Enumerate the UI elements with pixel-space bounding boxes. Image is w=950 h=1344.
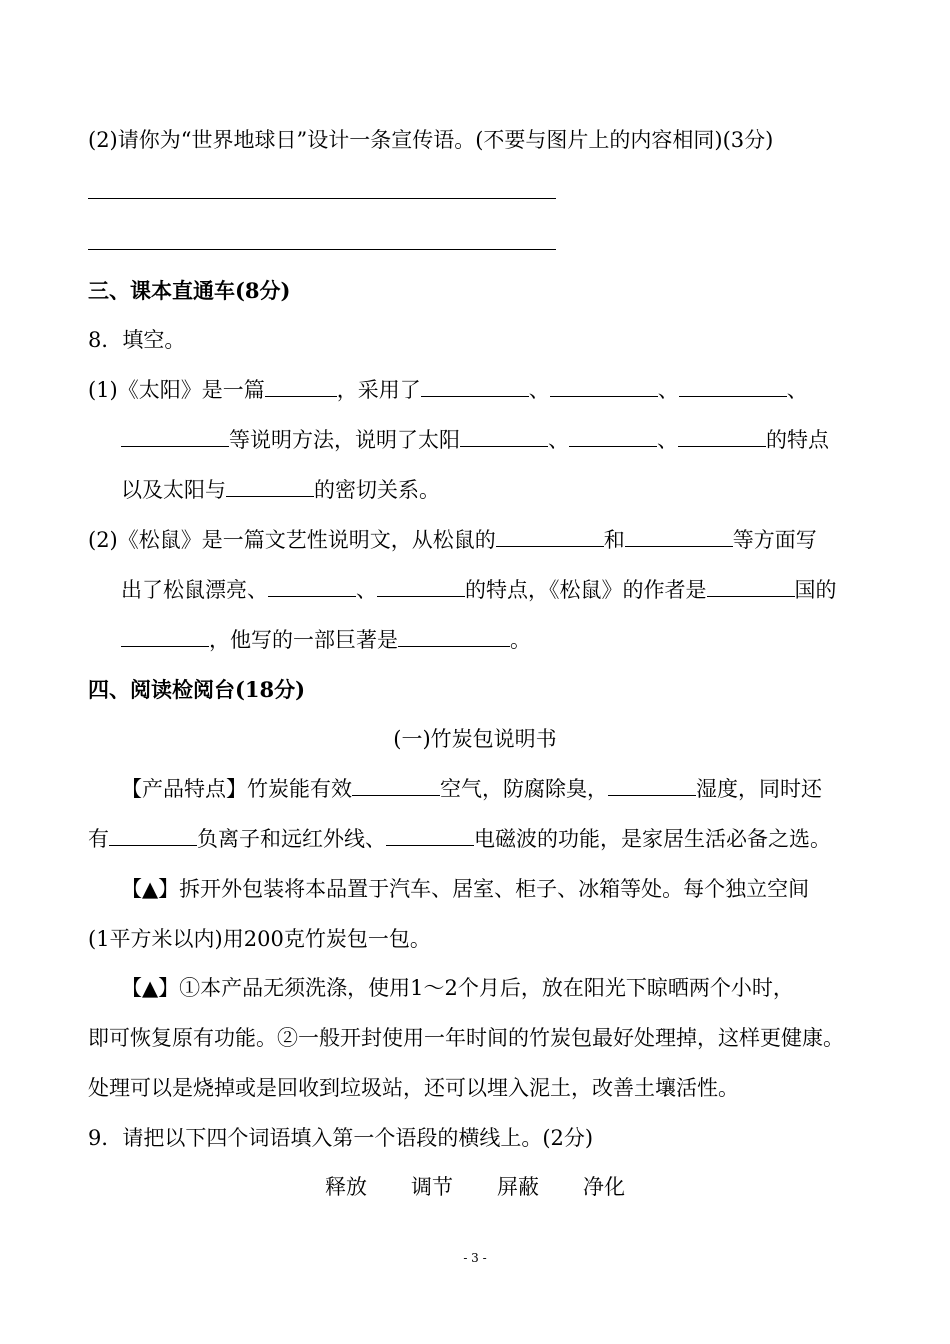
blank[interactable] (352, 775, 440, 796)
page-number: - 3 - (463, 1251, 487, 1265)
answer-line-1[interactable] (88, 198, 556, 199)
question-8-1-line-2: 等说明方法，说明了太阳 、 、 的特点 (121, 426, 829, 454)
section-4-title: 四、阅读检阅台(18分) (88, 677, 306, 702)
question-9: 9．请把以下四个词语填入第一个语段的横线上。(2分) (88, 1126, 594, 1150)
blank[interactable] (569, 426, 657, 447)
blank[interactable] (421, 376, 529, 397)
word-item: 净化 (583, 1175, 625, 1199)
passage-paragraph-1-line-1: 【产品特点】竹炭能有效 空气，防腐除臭， 湿度，同时还 (121, 777, 822, 801)
question-8-2-line-2: 出了松鼠漂亮、 、 的特点，《松鼠》的作者是 国的 (121, 578, 837, 602)
blank[interactable] (226, 476, 314, 497)
section-3-title: 三、课本直通车(8分) (88, 278, 291, 303)
question-8-1-line-3: 以及太阳与 的密切关系。 (121, 478, 440, 502)
question-8-2-line-1: (2)《松鼠》是一篇文艺性说明文，从松鼠的 和 等方面写 (88, 528, 817, 552)
blank[interactable] (109, 825, 197, 846)
blank[interactable] (679, 376, 787, 397)
blank[interactable] (550, 376, 658, 397)
blank[interactable] (386, 825, 474, 846)
question-8-title: 8．填空。 (88, 328, 186, 352)
blank[interactable] (678, 426, 766, 447)
word-item: 释放 (325, 1175, 367, 1199)
blank[interactable] (121, 626, 209, 647)
blank[interactable] (496, 526, 604, 547)
blank[interactable] (625, 526, 733, 547)
word-item: 调节 (411, 1175, 453, 1199)
passage-paragraph-2-line-1: 【▲】拆开外包装将本品置于汽车、居室、柜子、冰箱等处。每个独立空间 (121, 877, 810, 901)
blank[interactable] (265, 376, 337, 397)
blank[interactable] (398, 626, 510, 647)
question-8-2-line-3: ，他写的一部巨著是 。 (121, 626, 531, 654)
blank[interactable] (460, 426, 548, 447)
question-7-2: (2)请你为“世界地球日”设计一条宣传语。(不要与图片上的内容相同)(3分) (88, 128, 774, 152)
blank[interactable] (268, 576, 356, 597)
passage-paragraph-3-line-2: 即可恢复原有功能。②一般开封使用一年时间的竹炭包最好处理掉，这样更健康。 (88, 1026, 844, 1050)
question-8-1-line-1: (1)《太阳》是一篇 ，采用了 、 、 、 (88, 378, 808, 402)
word-bank (0, 1173, 950, 1201)
blank[interactable] (608, 775, 696, 796)
passage-title: (一)竹炭包说明书 (393, 727, 557, 751)
passage-paragraph-2-line-2: (1平方米以内)用200克竹炭包一包。 (88, 927, 431, 951)
passage-paragraph-3-line-1: 【▲】①本产品无须洗涤，使用1～2个月后，放在阳光下晾晒两个小时， (121, 976, 794, 1000)
passage-paragraph-3-line-3: 处理可以是烧掉或是回收到垃圾站，还可以埋入泥土，改善土壤活性。 (88, 1076, 739, 1100)
blank[interactable] (707, 576, 795, 597)
answer-line-2[interactable] (88, 249, 556, 250)
passage-paragraph-1-line-2: 有 负离子和远红外线、 电磁波的功能，是家居生活必备之选。 (88, 827, 831, 851)
word-item: 屏蔽 (497, 1175, 539, 1199)
blank[interactable] (377, 576, 465, 597)
blank[interactable] (121, 426, 229, 447)
